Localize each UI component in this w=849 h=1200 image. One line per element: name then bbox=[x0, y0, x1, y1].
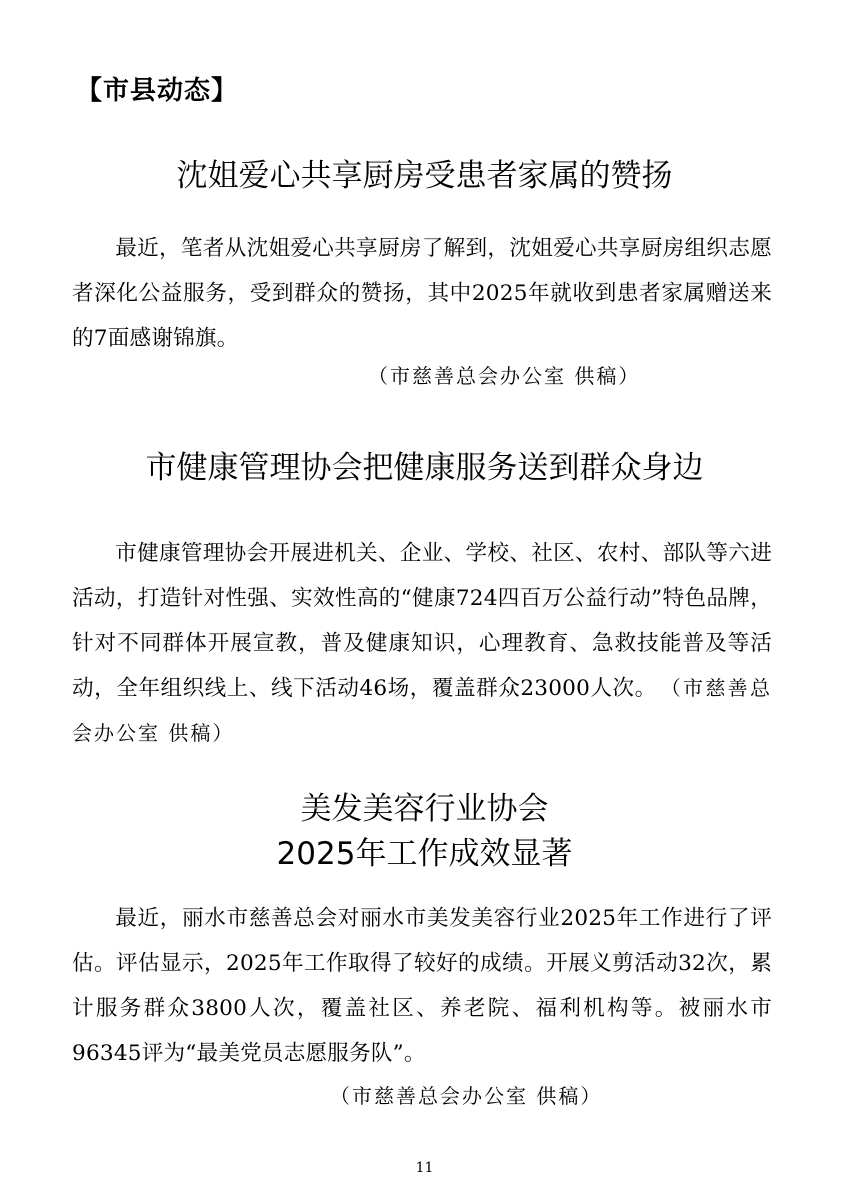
article-3-body: 最近，丽水市慈善总会对丽水市美发美容行业2025年工作进行了评估。评估显示，2025年工作取得了较好的成绩。开展义剪活动32次，累计服务群众3800人次，覆盖社区、养老院、福利机构等。被丽水市96345评为“最美党员志愿服务队”。 bbox=[72, 906, 772, 1066]
section-tag: 【市县动态】 bbox=[76, 76, 239, 106]
article-2-body: 市健康管理协会开展进机关、企业、学校、社区、农村、部队等六进活动，打造针对性强、实效性高的“健康724四百万公益行动”特色品牌，针对不同群体开展宣教，普及健康知识，心理教育、急救技能普及等活动，全年组织线上、线下活动46场，覆盖群众23000人次。 bbox=[72, 541, 772, 701]
article-3-title-line2: 2025年工作成效显著 bbox=[276, 836, 573, 872]
article-3-title-line1: 美发美容行业协会 bbox=[300, 791, 549, 827]
article-2-title: 市健康管理协会把健康服务送到群众身边 bbox=[145, 450, 704, 486]
article-1-body: 最近，笔者从沈姐爱心共享厨房了解到，沈姐爱心共享厨房组织志愿者深化公益服务，受到群众的赞扬，其中2025年就收到患者家属赠送来的7面感谢锦旗。 bbox=[72, 236, 772, 351]
page-number: 11 bbox=[415, 1160, 434, 1176]
article-2-credit: （市慈善总会办公室 供稿） bbox=[72, 676, 772, 745]
article-2-paragraph bbox=[72, 531, 772, 756]
article-3-credit: （市慈善总会办公室 供稿） bbox=[330, 1084, 603, 1108]
article-1-title: 沈姐爱心共享厨房受患者家属的赞扬 bbox=[176, 158, 673, 194]
article-1-credit: （市慈善总会办公室 供稿） bbox=[368, 364, 641, 388]
